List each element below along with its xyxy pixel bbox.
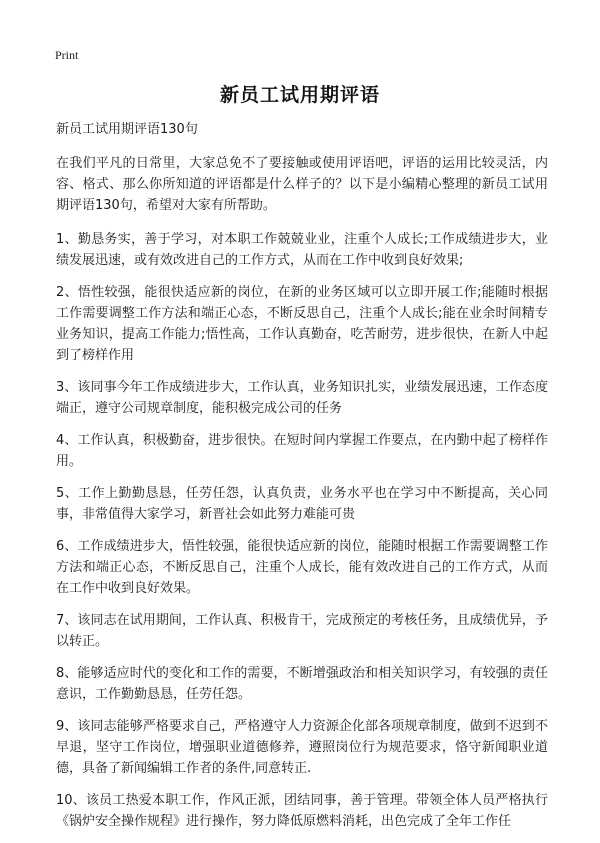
- document-title: 新员工试用期评语: [219, 84, 380, 106]
- comment-paragraph: 9、该同志能够严格要求自己，严格遵守人力资源企化部各项规章制度，做到不迟到不早退，坚守工作岗位，增强职业道德修养，遵照岗位行为规范要求，恪守新闻职业道德，具备了新闻编辑工作者的条件,同意转正.: [56, 719, 548, 776]
- comment-paragraph: 3、该同事今年工作成绩进步大，工作认真，业务知识扎实，业绩发展迅速，工作态度端正，遵守公司规章制度，能积极完成公司的任务: [56, 380, 548, 416]
- comment-paragraph: 4、工作认真，积极勤奋，进步很快。在短时间内掌握工作要点，在内勤中起了榜样作用。: [56, 433, 548, 469]
- comment-paragraph: 6、工作成绩进步大，悟性较强，能很快适应新的岗位，能随时根据工作需要调整工作方法和端正心态，不断反思自己，注重个人成长，能有效改进自己的工作方式，从而在工作中收到良好效果。: [56, 539, 548, 596]
- document-subtitle: 新员工试用期评语130句: [56, 122, 198, 137]
- intro-paragraph: 在我们平凡的日常里，大家总免不了要接触或使用评语吧，评语的运用比较灵活，内容、格式、那么你所知道的评语都是什么样子的？以下是小编精心整理的新员工试用期评语130句，希望对大家有所帮助。: [56, 156, 548, 213]
- document-body: [56, 119, 548, 843]
- comment-paragraph: 10、该员工热爱本职工作，作风正派，团结同事，善于管理。带领全体人员严格执行《锅炉安全操作规程》进行操作，努力降低原燃料消耗，出色完成了全年工作任: [56, 793, 548, 829]
- comment-paragraph: 2、悟性较强，能很快适应新的岗位，在新的业务区域可以立即开展工作;能随时根据工作需要调整工作方法和端正心态，不断反思自己，注重个人成长;能在业余时间精专业务知识，提高工作能力;悟性高，工作认真勤奋，吃苦耐劳，进步很快，在新人中起到了榜样作用: [56, 285, 548, 363]
- comment-paragraph: 1、勤恳务实，善于学习，对本职工作兢兢业业，注重个人成长;工作成绩进步大，业绩发展迅速，或有效改进自己的工作方式，从而在工作中收到良好效果;: [56, 232, 548, 268]
- comment-paragraph: 8、能够适应时代的变化和工作的需要，不断增强政治和相关知识学习，有较强的责任意识，工作勤勤恳恳，任劳任怨。: [56, 666, 548, 702]
- comment-paragraph: 5、工作上勤勤恳恳，任劳任怨，认真负责，业务水平也在学习中不断提高，关心同事，非常值得大家学习，新晋社会如此努力难能可贵: [56, 486, 548, 522]
- print-link[interactable]: Print: [55, 48, 79, 62]
- comment-paragraph: 7、该同志在试用期间，工作认真、积极肯干，完成预定的考核任务，且成绩优异，予以转正。: [56, 613, 548, 649]
